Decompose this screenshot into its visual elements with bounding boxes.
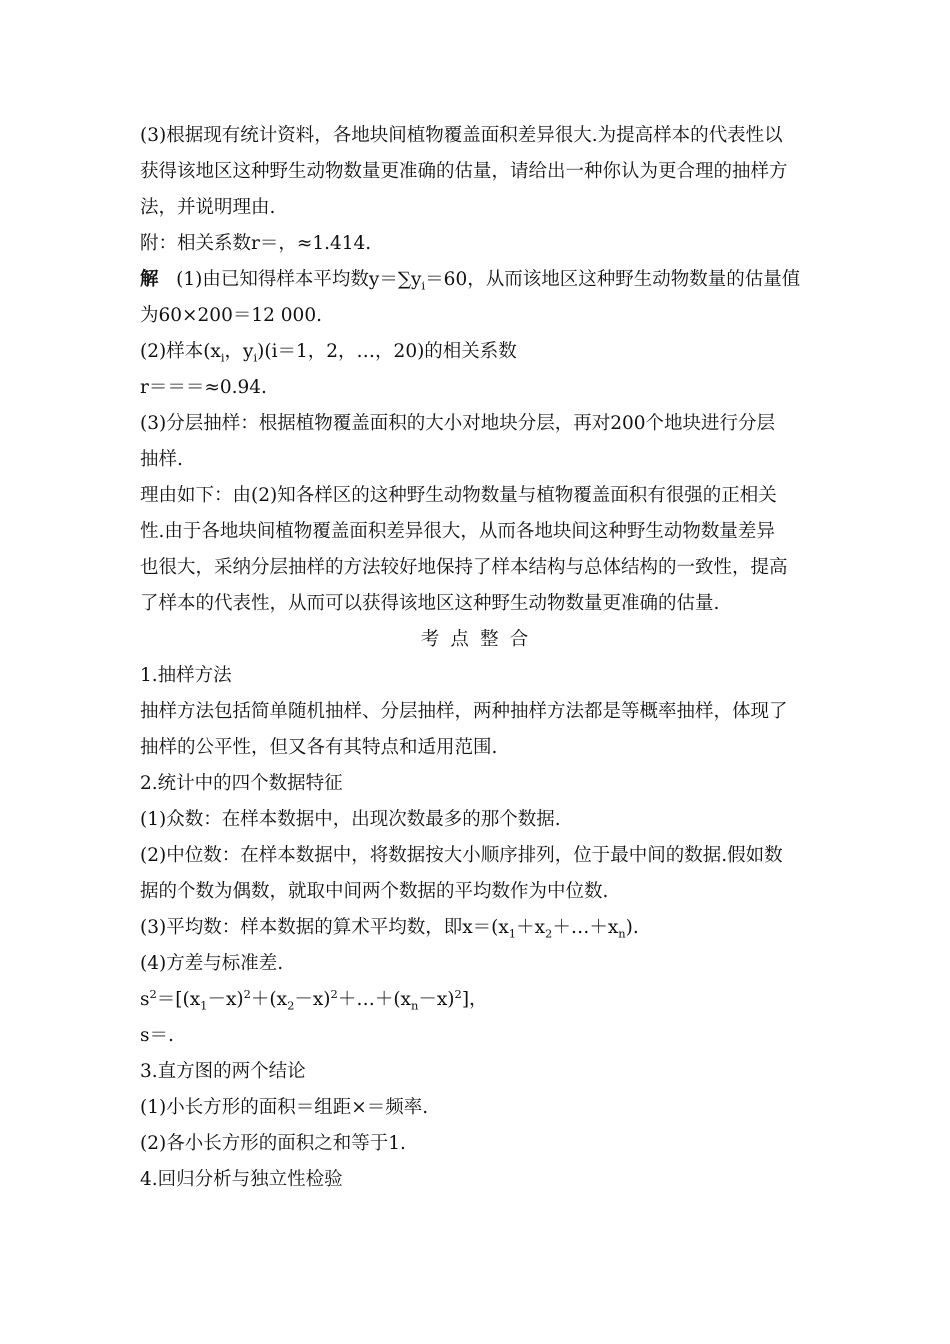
text-line: 抽样方法包括简单随机抽样、分层抽样，两种抽样方法都是等概率抽样，体现了	[140, 701, 788, 722]
mean-part: ＋…＋x	[552, 917, 619, 938]
solution-text: (1)由已知得样本平均数y＝∑y	[176, 269, 422, 290]
text-line: (3)根据现有统计资料，各地块间植物覆盖面积差异很大.为提高样本的代表性以	[140, 125, 783, 146]
subscript: i	[421, 278, 426, 293]
text-line: (2)各小长方形的面积之和等于1.	[140, 1133, 406, 1154]
text-line: 理由如下：由(2)知各样区的这种野生动物数量与植物覆盖面积有很强的正相关	[140, 485, 777, 506]
solution-line-1	[140, 262, 820, 298]
sample-text-mid: ，y	[224, 341, 254, 362]
variance-text: s	[140, 989, 150, 1010]
variance-part: －x)	[207, 989, 244, 1010]
formula-line: r＝＝＝≈0.94.	[140, 377, 267, 398]
text-line: 获得该地区这种野生动物数量更准确的估量，请给出一种你认为更合理的抽样方	[140, 161, 788, 182]
subscript: 2	[545, 926, 553, 941]
subheading: 3.直方图的两个结论	[140, 1061, 306, 1082]
solution-label: 解	[140, 269, 159, 290]
mean-line	[140, 910, 820, 946]
text-line: (2)中位数：在样本数据中，将数据按大小顺序排列，位于最中间的数据.假如数	[140, 845, 783, 866]
text-line: 据的个数为偶数，就取中间两个数据的平均数作为中位数.	[140, 881, 609, 902]
text-line: 法，并说明理由.	[140, 197, 276, 218]
text-line: (3)分层抽样：根据植物覆盖面积的大小对地块分层，再对200个地块进行分层	[140, 413, 776, 434]
appendix-line: 附：相关系数r＝，≈1.414.	[140, 233, 372, 254]
section-heading: 考点整合	[420, 629, 540, 650]
text-line: 了样本的代表性，从而可以获得该地区这种野生动物数量更准确的估量.	[140, 593, 720, 614]
variance-part: ＋(x	[250, 989, 288, 1010]
variance-part: ＝[(x	[156, 989, 201, 1010]
sample-text-tail: )(i＝1，2，…，20)的相关系数	[257, 341, 517, 362]
sample-line	[140, 334, 820, 370]
subheading: 2.统计中的四个数据特征	[140, 773, 343, 794]
superscript: 2	[149, 986, 157, 1001]
text-line: 性.由于各地块间植物覆盖面积差异很大，从而各地块间这种野生动物数量差异	[140, 521, 775, 542]
subscript: 1	[200, 998, 208, 1013]
superscript: 2	[454, 986, 462, 1001]
subscript: 1	[508, 926, 517, 941]
variance-part: －x)	[294, 989, 331, 1010]
subheading: 4.回归分析与独立性检验	[140, 1169, 343, 1190]
mean-part: ＋x	[516, 917, 546, 938]
text-line: (1)小长方形的面积＝组距×＝频率.	[140, 1097, 429, 1118]
subscript: i	[220, 350, 225, 365]
variance-part: ＋…＋(x	[337, 989, 411, 1010]
text-line: 也很大，采纳分层抽样的方法较好地保持了样本结构与总体结构的一致性，提高	[140, 557, 788, 578]
text-line: 抽样的公平性，但又各有其特点和适用范围.	[140, 737, 498, 758]
subscript: n	[618, 926, 626, 941]
text-line: (1)众数：在样本数据中，出现次数最多的那个数据.	[140, 809, 561, 830]
solution-text-tail: ＝60，从而该地区这种野生动物数量的估量值	[425, 269, 801, 290]
variance-line	[140, 982, 820, 1018]
sample-text: (2)样本(x	[140, 341, 221, 362]
variance-part: －x)	[418, 989, 455, 1010]
text-line: 抽样.	[140, 449, 183, 470]
formula-line: s＝.	[140, 1025, 174, 1046]
variance-part: ]，	[461, 989, 488, 1010]
text-line: (4)方差与标准差.	[140, 953, 284, 974]
mean-part: ).	[625, 917, 639, 938]
subscript: n	[410, 998, 419, 1013]
subscript: 2	[287, 998, 295, 1013]
superscript: 2	[243, 986, 251, 1001]
document-body	[140, 118, 820, 1198]
subheading: 1.抽样方法	[140, 665, 232, 686]
mean-text: (3)平均数：样本数据的算术平均数，即x＝(x	[140, 917, 509, 938]
subscript: i	[253, 350, 258, 365]
superscript: 2	[330, 986, 338, 1001]
text-line: 为60×200＝12 000.	[140, 305, 322, 326]
